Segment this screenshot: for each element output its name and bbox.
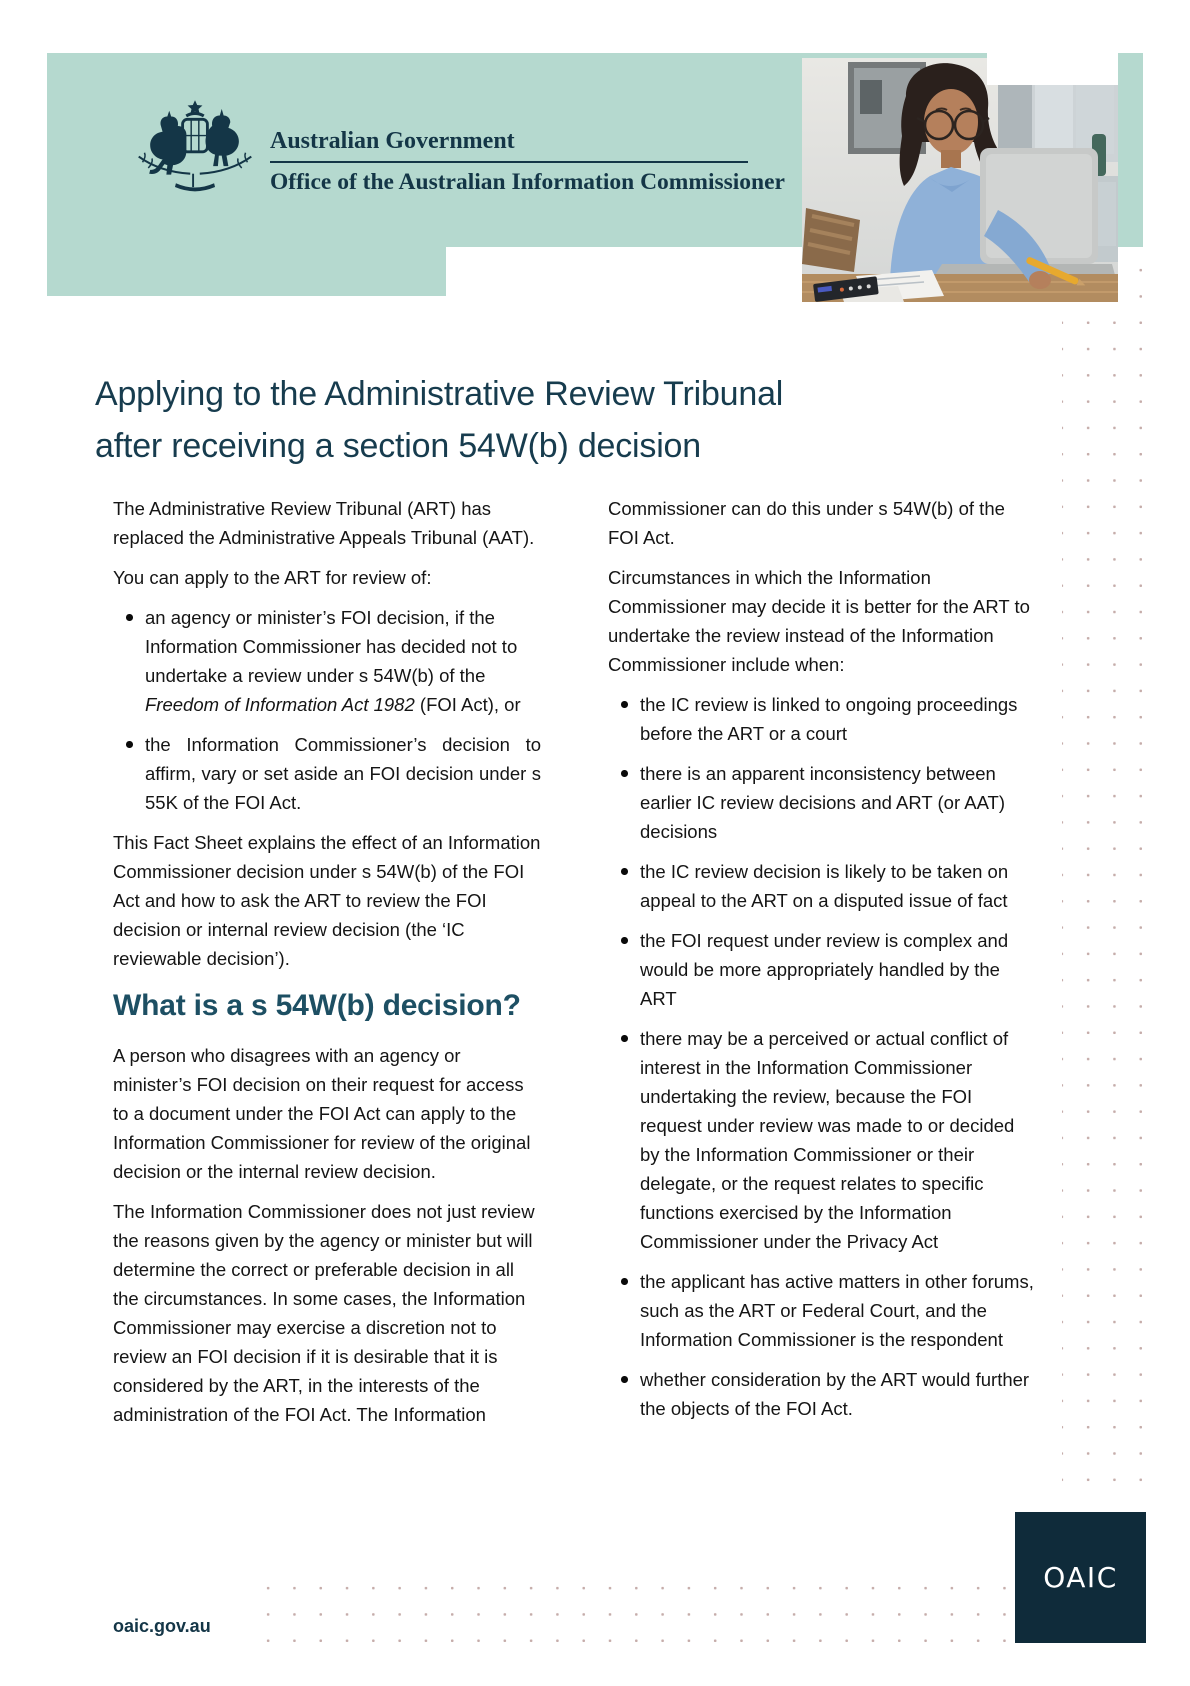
left-column: [113, 494, 541, 1440]
paragraph: You can apply to the ART for review of:: [113, 567, 432, 588]
oaic-logo-box: [1015, 1512, 1146, 1643]
page-title-line1: Applying to the Administrative Review Tribunal: [95, 375, 784, 413]
photo-corner-notch: [987, 53, 1118, 85]
bullet-item: the IC review decision is likely to be taken on appeal to the ART on a disputed issue of fact: [640, 857, 1038, 915]
bullet-text: an agency or minister’s FOI decision, if the Information Commissioner has decided not to undertake a review under s 54W(b) of the: [145, 607, 518, 686]
bullet-list: [113, 603, 541, 817]
paragraph: The Information Commissioner does not just review the reasons given by the agency or minister but will determine the correct or preferable decision in all the circumstances. In some cases, the Information Commissioner may exercise a discretion not to review an FOI decision if it is desirable that it is considered by the ART, in the interests of the administration of the FOI Act. The Information: [113, 1201, 535, 1425]
bullet-item: [145, 603, 541, 719]
bullet-item: the Information Commissioner’s decision to affirm, vary or set aside an FOI decision under s 55K of the FOI Act.: [145, 730, 541, 817]
paragraph: The Administrative Review Tribunal (ART) has replaced the Administrative Appeals Tribunal (AAT).: [113, 498, 535, 548]
act-title-italic: Freedom of Information Act 1982: [145, 694, 415, 715]
bullet-item: whether consideration by the ART would further the objects of the FOI Act.: [640, 1365, 1038, 1423]
page-title-line2: after receiving a section 54W(b) decision: [95, 427, 701, 465]
bullet-list: [608, 690, 1038, 1423]
agency-name: Office of the Australian Information Commissioner: [270, 169, 785, 195]
australian-coat-of-arms-icon: [133, 98, 257, 196]
header-photo: [802, 58, 1118, 302]
oaic-logo-text: OAIC: [1043, 1561, 1118, 1594]
bullet-item: the IC review is linked to ongoing proceedings before the ART or a court: [640, 690, 1038, 748]
government-name: Australian Government: [270, 128, 515, 154]
page-title: [95, 368, 783, 472]
bullet-item: there may be a perceived or actual conflict of interest in the Information Commissioner undertaking the review, because the FOI request under review was made to or decided by the Information Commissioner or their delegate, or the request relates to specific functions exercised by the Information Commissioner under the Privacy Act: [640, 1024, 1038, 1256]
dot-pattern-right: [1062, 250, 1142, 1502]
paragraph: A person who disagrees with an agency or minister’s FOI decision on their request for access to a document under the FOI Act can apply to the Information Commissioner for review of the original decision or the internal review decision.: [113, 1045, 531, 1182]
bullet-text: (FOI Act), or: [414, 694, 521, 715]
bullet-item: the FOI request under review is complex and would be more appropriately handled by the ART: [640, 926, 1038, 1013]
paragraph: Commissioner can do this under s 54W(b) of the FOI Act.: [608, 498, 1005, 548]
bullet-item: the applicant has active matters in other forums, such as the ART or Federal Court, and the Information Commissioner is the respondent: [640, 1267, 1038, 1354]
gov-header: [270, 128, 785, 195]
dot-pattern-bottom: [248, 1568, 1010, 1644]
paragraph: Circumstances in which the Information Commissioner may decide it is better for the ART to undertake the review instead of the Information Commissioner include when:: [608, 567, 1030, 675]
footer-url[interactable]: oaic.gov.au: [113, 1616, 211, 1636]
section-heading: What is a s 54W(b) decision?: [113, 989, 521, 1022]
paragraph: This Fact Sheet explains the effect of an Information Commissioner decision under s 54W(b) of the FOI Act and how to ask the ART to review the FOI decision or internal review decision (the ‘IC reviewable decision’).: [113, 832, 541, 969]
right-column: [608, 494, 1038, 1434]
header-band-extension: [47, 247, 446, 296]
bullet-item: there is an apparent inconsistency between earlier IC review decisions and ART (or AAT) decisions: [640, 759, 1038, 846]
header-divider: [270, 161, 748, 163]
